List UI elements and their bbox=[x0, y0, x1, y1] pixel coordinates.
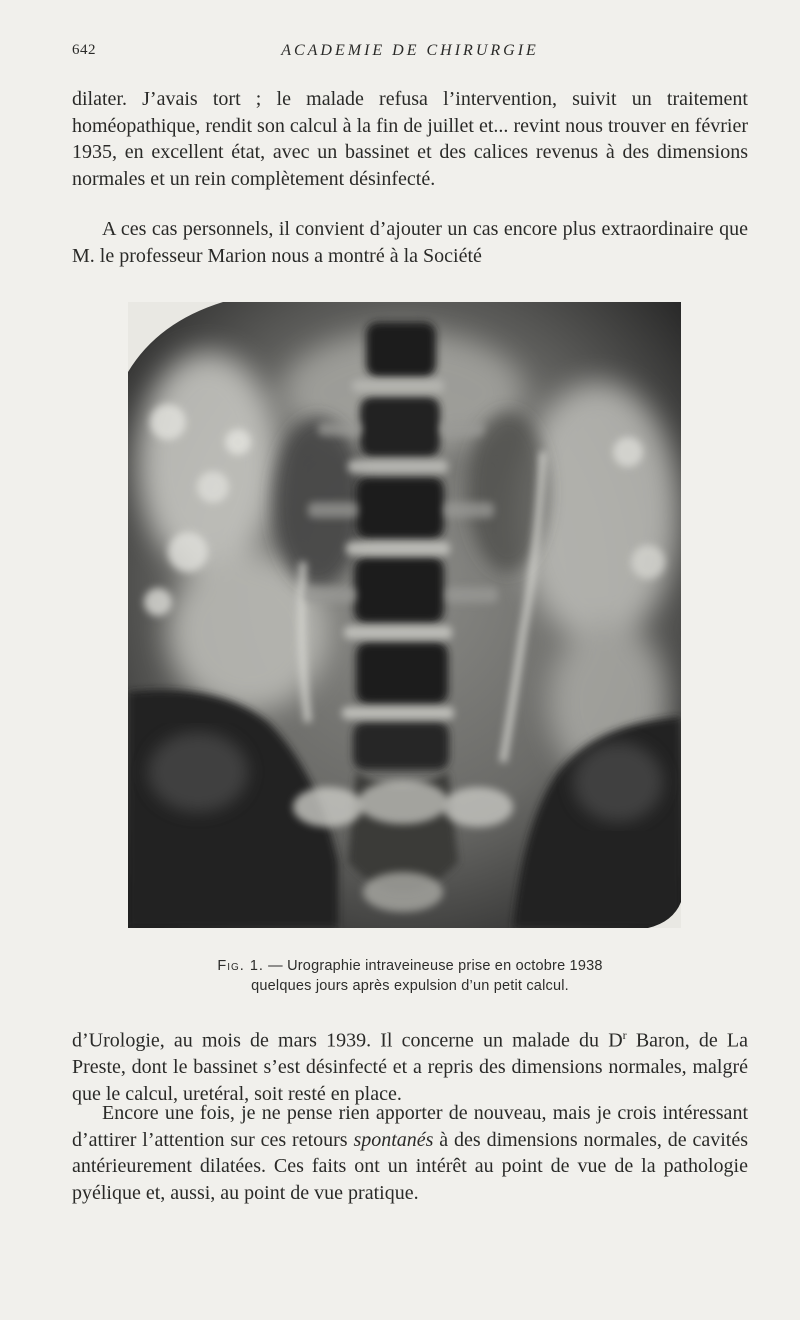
paragraph-4-text-b: à des dimensions normales, de cavités antérieurement dilatées. Ces faits ont un intérêt au point de vue de la pathologie pyélique et, aussi, au point de vue pratique. bbox=[72, 1128, 748, 1204]
paragraph-3-text-a: d’Urologie, au mois de mars 1939. Il concerne un malade du D bbox=[72, 1029, 623, 1052]
paragraph-4-text-a: Encore une fois, je ne pense rien apporter de nouveau, mais je crois intéressant d’attirer l’attention sur ces retours bbox=[72, 1102, 748, 1151]
paragraph-2: A ces cas personnels, il convient d’ajouter un cas encore plus extraordinaire que M. le professeur Marion nous a montré à la Société bbox=[72, 218, 748, 267]
paragraph-3-text-b: Baron, de La Preste, dont le bassinet s’est désinfecté et a repris des dimensions normales, malgré que le calcul, uretéral, soit resté en place. bbox=[72, 1029, 748, 1105]
running-title: ACADEMIE DE CHIRURGIE bbox=[281, 42, 539, 59]
page-number: 642 bbox=[72, 42, 96, 58]
figure-label: Fig. 1. bbox=[217, 958, 264, 974]
caption-line-2: quelques jours après expulsion d’un petit calcul. bbox=[251, 978, 569, 994]
caption-line-1: — Urographie intraveineuse prise en octobre 1938 bbox=[263, 958, 603, 974]
paragraph-3 bbox=[72, 1022, 748, 1107]
xray-figure bbox=[128, 302, 681, 928]
paragraph-1: dilater. J’avais tort ; le malade refusa l’intervention, suivit un traitement homéopathique, rendit son calcul à la fin de juillet et... revint nous trouver en février 1935, en excellent état, avec un bassinet et des calices revenus à des dimensions normales et un rein complètement désinfecté. bbox=[72, 88, 748, 190]
emphasis-spontanes: spontanés bbox=[353, 1128, 434, 1151]
urography-xray-image bbox=[128, 302, 681, 928]
doctor-abbrev-superscript: r bbox=[622, 1028, 627, 1042]
figure-caption bbox=[72, 956, 748, 996]
paragraph-4 bbox=[72, 1100, 748, 1206]
page-header bbox=[72, 40, 748, 64]
